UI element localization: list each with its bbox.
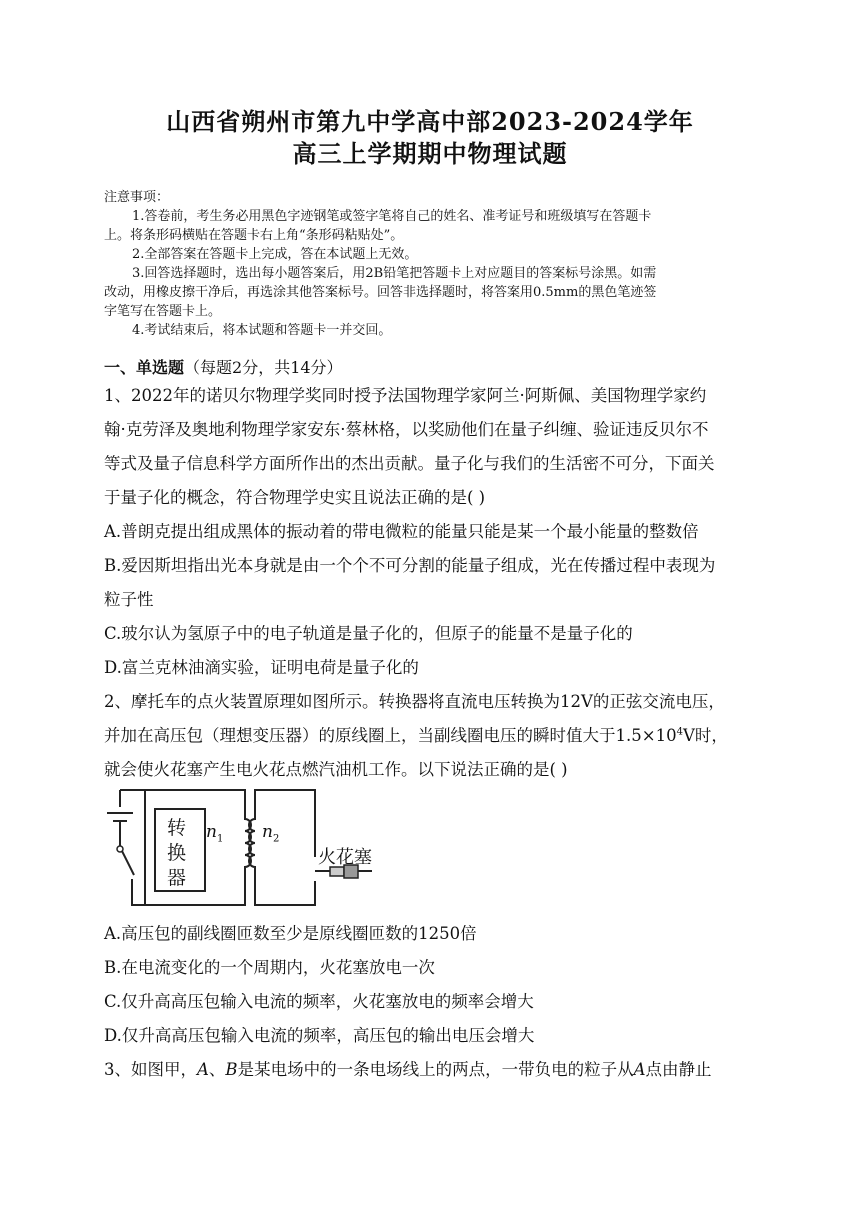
q1-stem-line: 翰·克劳泽及奥地利物理学家安东·蔡林格，以奖励他们在量子纠缠、验证违反贝尔不: [104, 420, 709, 439]
q2-stem-text: 并加在高压包（理想变压器）的原线圈上，当副线圈电压的瞬时值大于1.5×10: [104, 726, 677, 745]
notes-item: 3.回答选择题时，选出每小题答案后，用2B铅笔把答题卡上对应题目的答案标号涂黑。如需: [132, 266, 657, 281]
n2-label: [262, 822, 279, 844]
q2-stem-line: 就会使火花塞产生电火花点燃汽油机工作。以下说法正确的是( ): [104, 760, 568, 779]
q1-option-d: D.富兰克林油滴实验，证明电荷是量子化的: [104, 658, 419, 677]
notes-item: 字笔写在答题卡上。: [104, 304, 222, 319]
notes-item: 4.考试结束后，将本试题和答题卡一并交回。: [132, 323, 392, 338]
q3-text: 点由静止: [645, 1060, 712, 1079]
q3-stem-line: [104, 1058, 764, 1082]
notes-item: 上。将条形码横贴在答题卡右上角“条形码粘贴处”。: [104, 228, 404, 243]
notes-heading: 注意事项：: [104, 190, 170, 205]
q2-stem-line: 2、摩托车的点火装置原理如图所示。转换器将直流电压转换为12V的正弦交流电压，: [104, 692, 725, 711]
converter-char: 器: [167, 867, 187, 889]
q1-stem-line: 等式及量子信息科学方面所作出的杰出贡献。量子化与我们的生活密不可分，下面关: [104, 454, 715, 473]
point-b-label: B: [225, 1060, 238, 1079]
notes-item: 改动，用橡皮擦干净后，再选涂其他答案标号。回答非选择题时，将答案用0.5mm的黑色笔迹签: [104, 285, 657, 300]
n1-symbol: n: [206, 822, 217, 842]
point-a-label: A: [633, 1060, 646, 1079]
n1-subscript: 1: [216, 833, 224, 845]
q3-text: 、: [208, 1060, 226, 1079]
q1-option-c: C.玻尔认为氢原子中的电子轨道是量子化的，但原子的能量不是量子化的: [104, 624, 633, 643]
spark-plug-label: 火花塞: [318, 847, 372, 868]
notes-item: 1.答卷前，考生务必用黑色字迹钢笔或签字笔将自己的姓名、准考证号和班级填写在答题卡: [132, 209, 652, 224]
q1-stem-line: 1、2022年的诺贝尔物理学奖同时授予法国物理学家阿兰·阿斯佩、美国物理学家约: [104, 386, 707, 405]
primary-top-wire: [120, 790, 245, 803]
q2-option-b: B.在电流变化的一个周期内，火花塞放电一次: [104, 958, 435, 977]
switch-blade: [122, 851, 134, 875]
ignition-circuit-diagram: [100, 785, 400, 910]
q3-text: 是某电场中的一条电场线上的两点，一带负电的粒子从: [237, 1060, 634, 1079]
switch-contact: [117, 846, 123, 852]
exam-title-line2: 高三上学期期中物理试题: [292, 139, 568, 168]
q2-option-d: D.仅升高高压包输入电流的频率，高压包的输出电压会增大: [104, 1026, 535, 1045]
n1-label: [206, 822, 223, 844]
section-heading: [104, 357, 343, 379]
exam-title-line1: 山西省朔州市第九中学高中部2023-2024学年: [166, 107, 694, 136]
q1-option-b: B.爱因斯坦指出光本身就是由一个个不可分割的能量子组成，光在传播过程中表现为: [104, 556, 716, 575]
secondary-coil: [249, 803, 315, 905]
q2-stem-text: V时，: [682, 726, 728, 745]
primary-coil: [245, 803, 251, 893]
n2-symbol: n: [262, 822, 273, 842]
q2-stem-line: [104, 724, 764, 748]
q1-stem-line: 于量子化的概念，符合物理学史实且说法正确的是( ): [104, 488, 486, 507]
section-note: （每题2分，共14分）: [184, 358, 343, 377]
q2-exponent: 4: [676, 726, 683, 738]
q2-option-a: A.高压包的副线圈匝数至少是原线圈匝数的1250倍: [104, 924, 477, 943]
q1-option-a: A.普朗克提出组成黑体的振动着的带电微粒的能量只能是某一个最小能量的整数倍: [104, 522, 699, 541]
section-title: 一、单选题: [104, 358, 185, 377]
notes-item: 2.全部答案在答题卡上完成，答在本试题上无效。: [132, 247, 418, 262]
exam-notes: [104, 188, 764, 340]
point-a-label: A: [197, 1060, 209, 1079]
converter-char: 换: [167, 842, 187, 864]
q3-text: 3、如图甲，: [104, 1060, 197, 1079]
converter-char: 转: [167, 817, 187, 839]
n2-subscript: 2: [272, 833, 280, 845]
q2-option-c: C.仅升高高压包输入电流的频率，火花塞放电的频率会增大: [104, 992, 534, 1011]
q1-option-b-cont: 粒子性: [104, 590, 154, 609]
